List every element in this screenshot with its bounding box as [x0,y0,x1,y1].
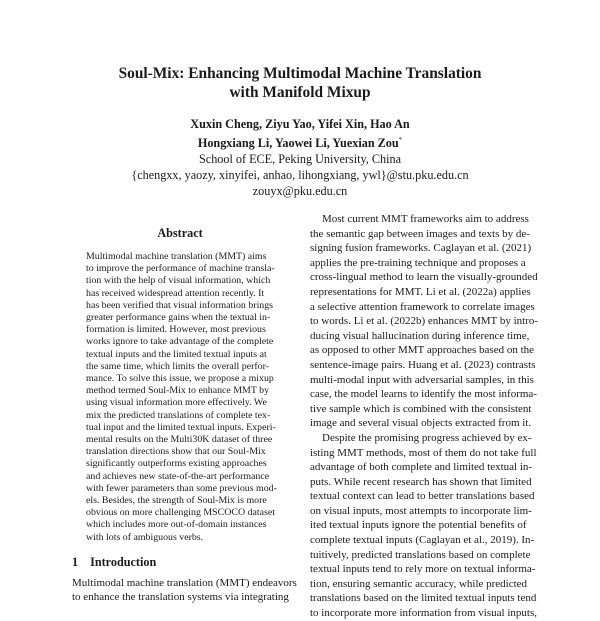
body-line: applies the pre-training technique and proposes a [310,256,526,269]
abstract-line: with lots of ambiguous verbs. [86,531,204,543]
abstract-line: textual inputs and the limited textual inputs at [86,348,267,360]
abstract-line: obvious on more challenging MSCOCO dataset [86,507,275,519]
abstract-line: to improve the performance of machine transla- [86,263,275,275]
abstract-line: tion with the help of visual information, which [86,275,271,287]
body-line: to words. Li et al. (2022b) enhances MMT by intro- [310,315,539,328]
body-line: ited textual inputs ignore the potential benefits of [310,519,527,532]
authors-line-1: Xuxin Cheng, Ziyu Yao, Yifei Xin, Hao An [190,117,410,131]
abstract-line: formation is limited. However, most previous [86,324,266,336]
title-line-1: Soul-Mix: Enhancing Multimodal Machine Translation [118,65,482,82]
body-line: tive sample which is combined with the consistent [310,402,532,415]
body-line: to incorporate more information from visual inputs, [310,607,537,620]
body-line: representations for MMT. Li et al. (2022a) applies [310,285,531,298]
body-line: as opposed to other MMT approaches based on the [310,344,535,357]
title-line-2: with Manifold Mixup [229,84,371,101]
body-line: the semantic gap between images and texts by de- [310,227,530,240]
body-line: tion, ensuring semantic accuracy, while predicted [310,577,528,590]
body-line: multi-modal input with adversarial samples, in this [310,373,534,386]
body-line: advantage of both complete and limited textual in- [310,461,533,474]
body-line: a selective attention framework to correlate images [310,300,535,313]
body-line: ducing visual hallucination during inference time, [310,329,530,342]
paragraph-2 [310,431,537,621]
section-number: 1 [72,555,79,569]
body-line: isting MMT methods, most of them do not take full [310,446,537,459]
abstract-heading: Abstract [157,226,203,240]
abstract-line: with fewer parameters than some previous mod- [86,482,277,494]
abstract-line: method termed Soul-Mix to enhance MMT by [86,385,270,397]
paragraph-1 [310,212,539,431]
affiliation: School of ECE, Peking University, China [199,152,401,167]
abstract-line: greater performance gains when the textual in- [86,312,271,324]
emails-line-1: {chengxx, yaozy, xinyifei, anhao, lihongxiang, ywl}@stu.pku.edu.cn [131,168,469,183]
body-line: Multimodal machine translation (MMT) endeavors [72,577,297,589]
body-line: translations based on the limited textual inputs tend [310,592,537,605]
body-line: image and several visual objects extracted from it. [310,417,532,430]
abstract-line: which includes more out-of-domain instances [86,519,267,531]
body-line: textual context can lead to better translations based [310,490,535,503]
body-line: Most current MMT frameworks aim to address [322,213,529,225]
abstract-line: els. Besides, the strength of Soul-Mix is more [86,495,267,507]
abstract-line: mix the predicted translations of complete tex- [86,409,271,421]
abstract-line: works ignore to take advantage of the complete [86,336,274,348]
body-line: on visual inputs, most attempts to incorporate lim- [310,504,532,517]
body-line: tuitively, predicted translations based on complete [310,548,531,561]
abstract-line: significantly outperforms existing approaches [86,458,267,470]
body-line: to enhance the translation systems via integrating [72,591,289,604]
body-line: sentence-image pairs. Huang et al. (2023) contrasts [310,358,536,371]
abstract-line: translation directions show that our Soul-Mix [86,446,266,458]
corresponding-author-mark: * [398,136,403,144]
abstract-line: mental results on the Multi30K dataset of three [86,434,273,446]
body-line: complete textual inputs (Caglayan et al., 2019). In- [310,534,535,547]
abstract-line: and achieves new state-of-the-art performance [86,470,270,482]
body-line: cross-lingual method to learn the visually-grounded [310,271,538,284]
abstract-line: has received widespread attention recently. It [86,287,265,299]
abstract-line: using visual information more effectively. We [86,397,267,409]
emails-line-2: zouyx@pku.edu.cn [252,184,348,199]
body-line: textual inputs tend to rely more on textual informa- [310,563,536,576]
abstract-line: the same time, which limits the overall perfor- [86,360,269,372]
body-line: Despite the promising progress achieved by ex- [322,431,532,444]
introduction-body [72,576,297,604]
section-title: Introduction [90,555,157,569]
abstract-line: Multimodal machine translation (MMT) aims [86,251,267,262]
body-line: signing fusion frameworks. Caglayan et al. (2021) [310,242,532,255]
abstract-line: has been verified that visual information brings [86,299,274,311]
body-line: case, the model learns to identify the most informa- [310,388,537,401]
body-line: puts. While recent research has shown that limited [310,475,532,488]
section-heading-introduction [72,555,156,570]
author-block [0,116,600,199]
abstract-line: tual input and the limited textual inputs. Experi- [86,421,276,433]
right-column-body [310,212,539,621]
paper-title [0,64,600,102]
authors-line-2-text: Hongxiang Li, Yaowei Li, Yuexian Zou [197,136,399,151]
abstract-body [86,251,278,544]
authors-line-2 [0,132,600,151]
abstract-line: mance. To solve this issue, we propose a mixup [86,373,274,385]
